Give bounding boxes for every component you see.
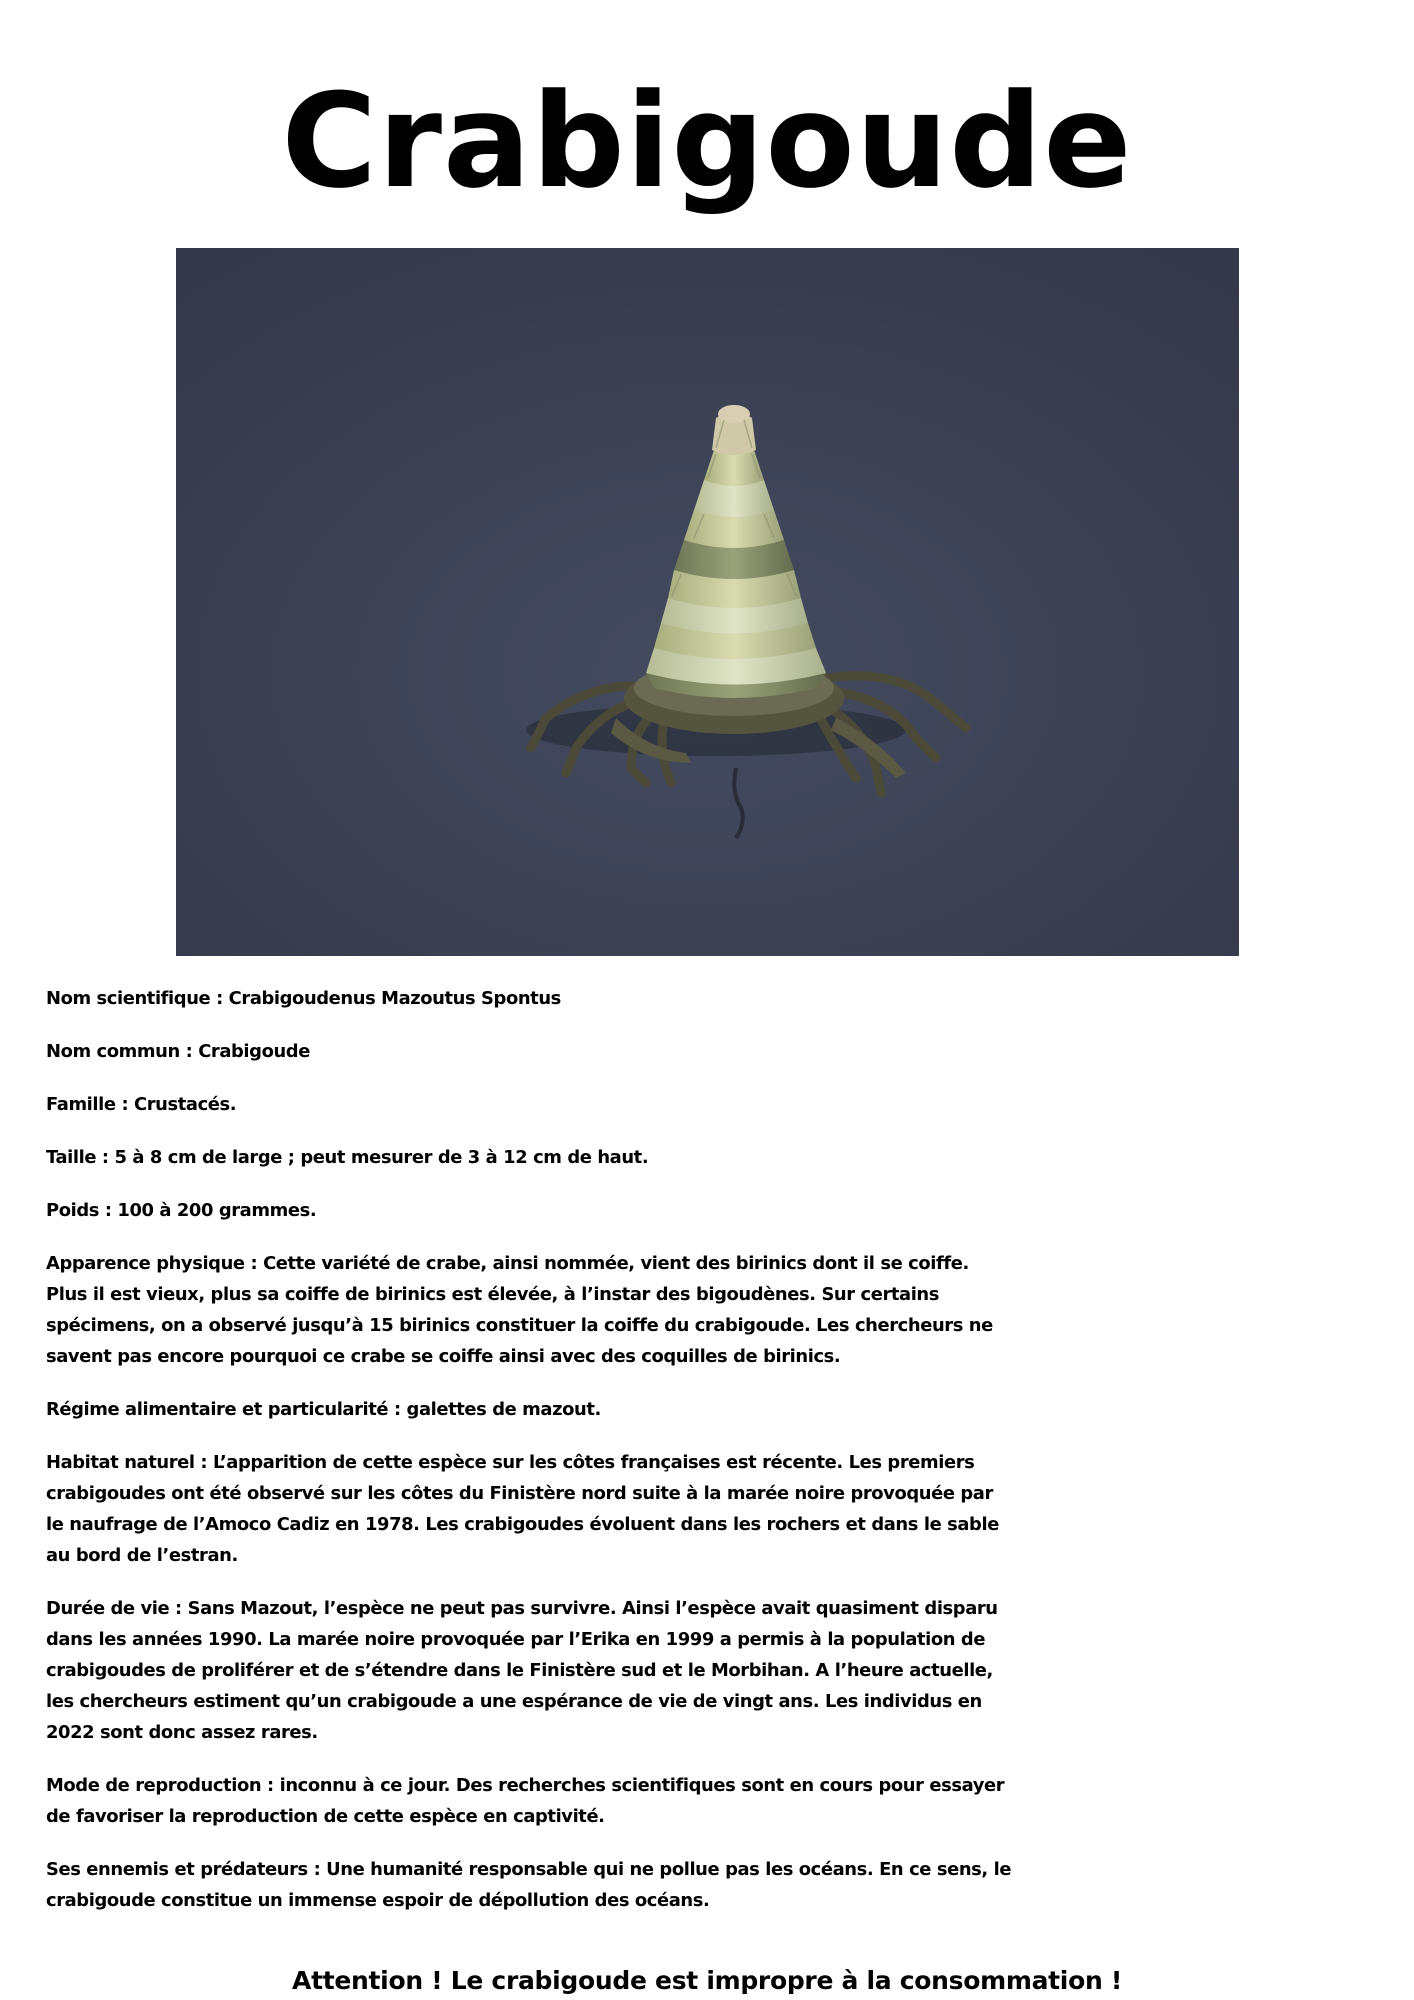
fact-line: Régime alimentaire et particularité : galettes de mazout. xyxy=(46,1399,601,1420)
fact-line: les chercheurs estiment qu’un crabigoude a une espérance de vie de vingt ans. Les individus en xyxy=(46,1691,982,1712)
page-title: Crabigoude xyxy=(281,65,1133,217)
fact-régime-alimentaire xyxy=(46,1394,1414,1425)
fact-line: spécimens, on a observé jusqu’à 15 birinics constituer la coiffe du crabigoude. Les chercheurs ne xyxy=(46,1315,993,1336)
fact-line: savent pas encore pourquoi ce crabe se coiffe ainsi avec des coquilles de birinics. xyxy=(46,1346,841,1367)
fact-habitat-naturel xyxy=(46,1447,1414,1571)
fact-famille xyxy=(46,1089,1414,1120)
fact-durée-de-vie xyxy=(46,1593,1414,1748)
fact-line: 2022 sont donc assez rares. xyxy=(46,1722,318,1743)
fact-line: Nom commun : Crabigoude xyxy=(46,1041,310,1062)
fact-apparence-physique xyxy=(46,1248,1414,1372)
fact-line: Apparence physique : Cette variété de crabe, ainsi nommée, vient des birinics dont il se coiffe. xyxy=(46,1253,969,1274)
fact-line: Mode de reproduction : inconnu à ce jour. Des recherches scientifiques sont en cours pour essayer xyxy=(46,1775,1005,1796)
fact-line: Ses ennemis et prédateurs : Une humanité responsable qui ne pollue pas les océans. En ce sens, le xyxy=(46,1859,1012,1880)
fact-line: crabigoude constitue un immense espoir de dépollution des océans. xyxy=(46,1890,710,1911)
fact-line: le naufrage de l’Amoco Cadiz en 1978. Les crabigoudes évoluent dans les rochers et dans le sable xyxy=(46,1514,999,1535)
fact-line: Taille : 5 à 8 cm de large ; peut mesurer de 3 à 12 cm de haut. xyxy=(46,1147,649,1168)
fact-poids xyxy=(46,1195,1414,1226)
fact-line: Famille : Crustacés. xyxy=(46,1094,237,1115)
fact-line: Durée de vie : Sans Mazout, l’espèce ne peut pas survivre. Ainsi l’espèce avait quasiment disparu xyxy=(46,1598,998,1619)
fact-line: dans les années 1990. La marée noire provoquée par l’Erika en 1999 a permis à la population de xyxy=(46,1629,986,1650)
fact-nom-commun xyxy=(46,1036,1414,1067)
fact-line: au bord de l’estran. xyxy=(46,1545,238,1566)
fact-line: Habitat naturel : L’apparition de cette espèce sur les côtes françaises est récente. Les premiers xyxy=(46,1452,975,1473)
fact-line: crabigoudes de proliférer et de s’étendre dans le Finistère sud et le Morbihan. A l’heure actuelle, xyxy=(46,1660,993,1681)
fact-taille xyxy=(46,1142,1414,1173)
fact-line: Poids : 100 à 200 grammes. xyxy=(46,1200,317,1221)
fact-line: Nom scientifique : Crabigoudenus Mazoutus Spontus xyxy=(46,988,561,1009)
fact-line: crabigoudes ont été observé sur les côtes du Finistère nord suite à la marée noire provoquée par xyxy=(46,1483,993,1504)
crab-illustration xyxy=(176,248,1239,956)
facts-list xyxy=(46,983,1414,1938)
consumption-warning: Attention ! Le crabigoude est impropre à la consommation ! xyxy=(292,1966,1122,1995)
fact-line: Plus il est vieux, plus sa coiffe de birinics est élevée, à l’instar des bigoudènes. Sur certains xyxy=(46,1284,940,1305)
fact-line: de favoriser la reproduction de cette espèce en captivité. xyxy=(46,1806,605,1827)
fact-mode-de-reproduction xyxy=(46,1770,1414,1832)
fact-ses-ennemis-et-prédateurs xyxy=(46,1854,1414,1916)
fact-nom-scientifique xyxy=(46,983,1414,1014)
crabigoude-photo xyxy=(176,248,1239,956)
